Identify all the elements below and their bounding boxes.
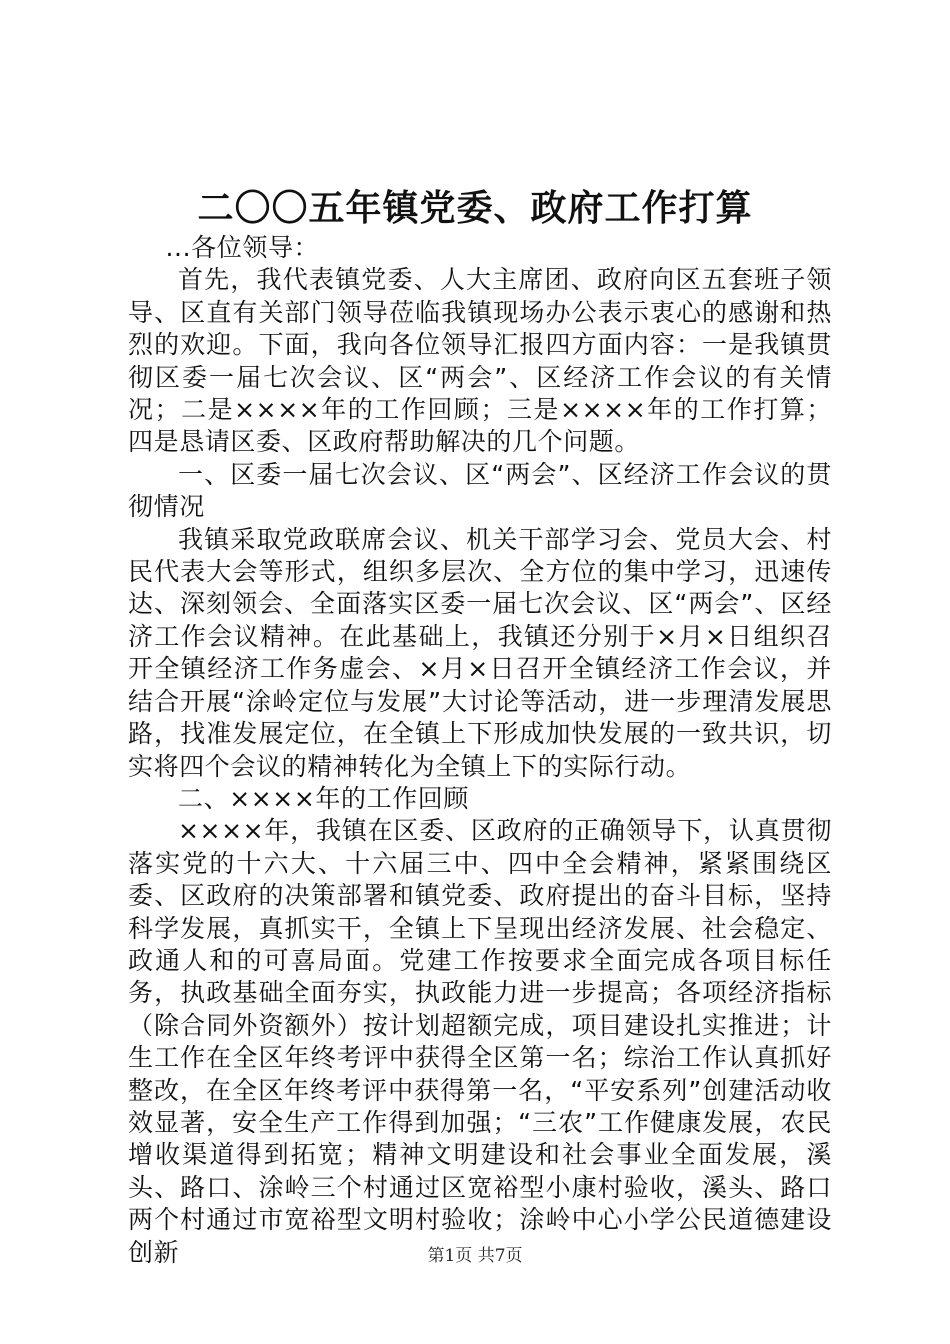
- salutation: ...各位领导：: [165, 233, 320, 262]
- paragraph-section-1: 我镇采取党政联席会议、机关干部学习会、党员大会、村民代表大会等形式，组织多层次、全方位的集中学习，迅速传达、深刻领会、全面落实区委一届七次会议、区“两会”、区经济工作会议精神。在此基础上，我镇还分别于×月×日组织召开全镇经济工作务虚会、×月×日召开全镇经济工作会议，并结合开展“涂岭定位与发展”大讨论等活动，进一步理清发展思路，找准发展定位，在全镇上下形成加快发展的一致共识，切实将四个会议的精神转化为全镇上下的实际行动。: [128, 524, 832, 781]
- document-body: [128, 232, 832, 1269]
- page-number-footer: 第1页 共7页: [427, 1246, 523, 1266]
- section-heading-1: 一、区委一届七次会议、区“两会”、区经济工作会议的贯彻情况: [128, 459, 832, 522]
- section-heading-2: 二、××××年的工作回顾: [178, 783, 469, 813]
- paragraph-intro: 首先，我代表镇党委、人大主席团、政府向区五套班子领导、区直有关部门领导莅临我镇现场办公表示衷心的感谢和热烈的欢迎。下面，我向各位领导汇报四方面内容：一是我镇贯彻区委一届七次会议、区“两会”、区经济工作会议的有关情况；二是××××年的工作回顾；三是××××年的工作打算；四是恳请区委、区政府帮助解决的几个问题。: [128, 265, 832, 457]
- paragraph-section-2: ××××年，我镇在区委、区政府的正确领导下，认真贯彻落实党的十六大、十六届三中、四中全会精神，紧紧围绕区委、区政府的决策部署和镇党委、政府提出的奋斗目标，坚持科学发展，真抓实干，全镇上下呈现出经济发展、社会稳定、政通人和的可喜局面。党建工作按要求全面完成各项目标任务，执政基础全面夯实，执政能力进一步提高；各项经济指标（除合同外资额外）按计划超额完成，项目建设扎实推进；计生工作在全区年终考评中获得全区第一名；综治工作认真抓好整改，在全区年终考评中获得第一名，“平安系列”创建活动收效显著，安全生产工作得到加强；“三农”工作健康发展，农民增收渠道得到拓宽；精神文明建设和社会事业全面发展，溪头、路口、涂岭三个村通过区宽裕型小康村验收，溪头、路口两个村通过市宽裕型文明村验收；涂岭中心小学公民道德建设创新: [128, 816, 832, 1267]
- document-title: 二〇〇五年镇党委、政府工作打算: [197, 187, 753, 229]
